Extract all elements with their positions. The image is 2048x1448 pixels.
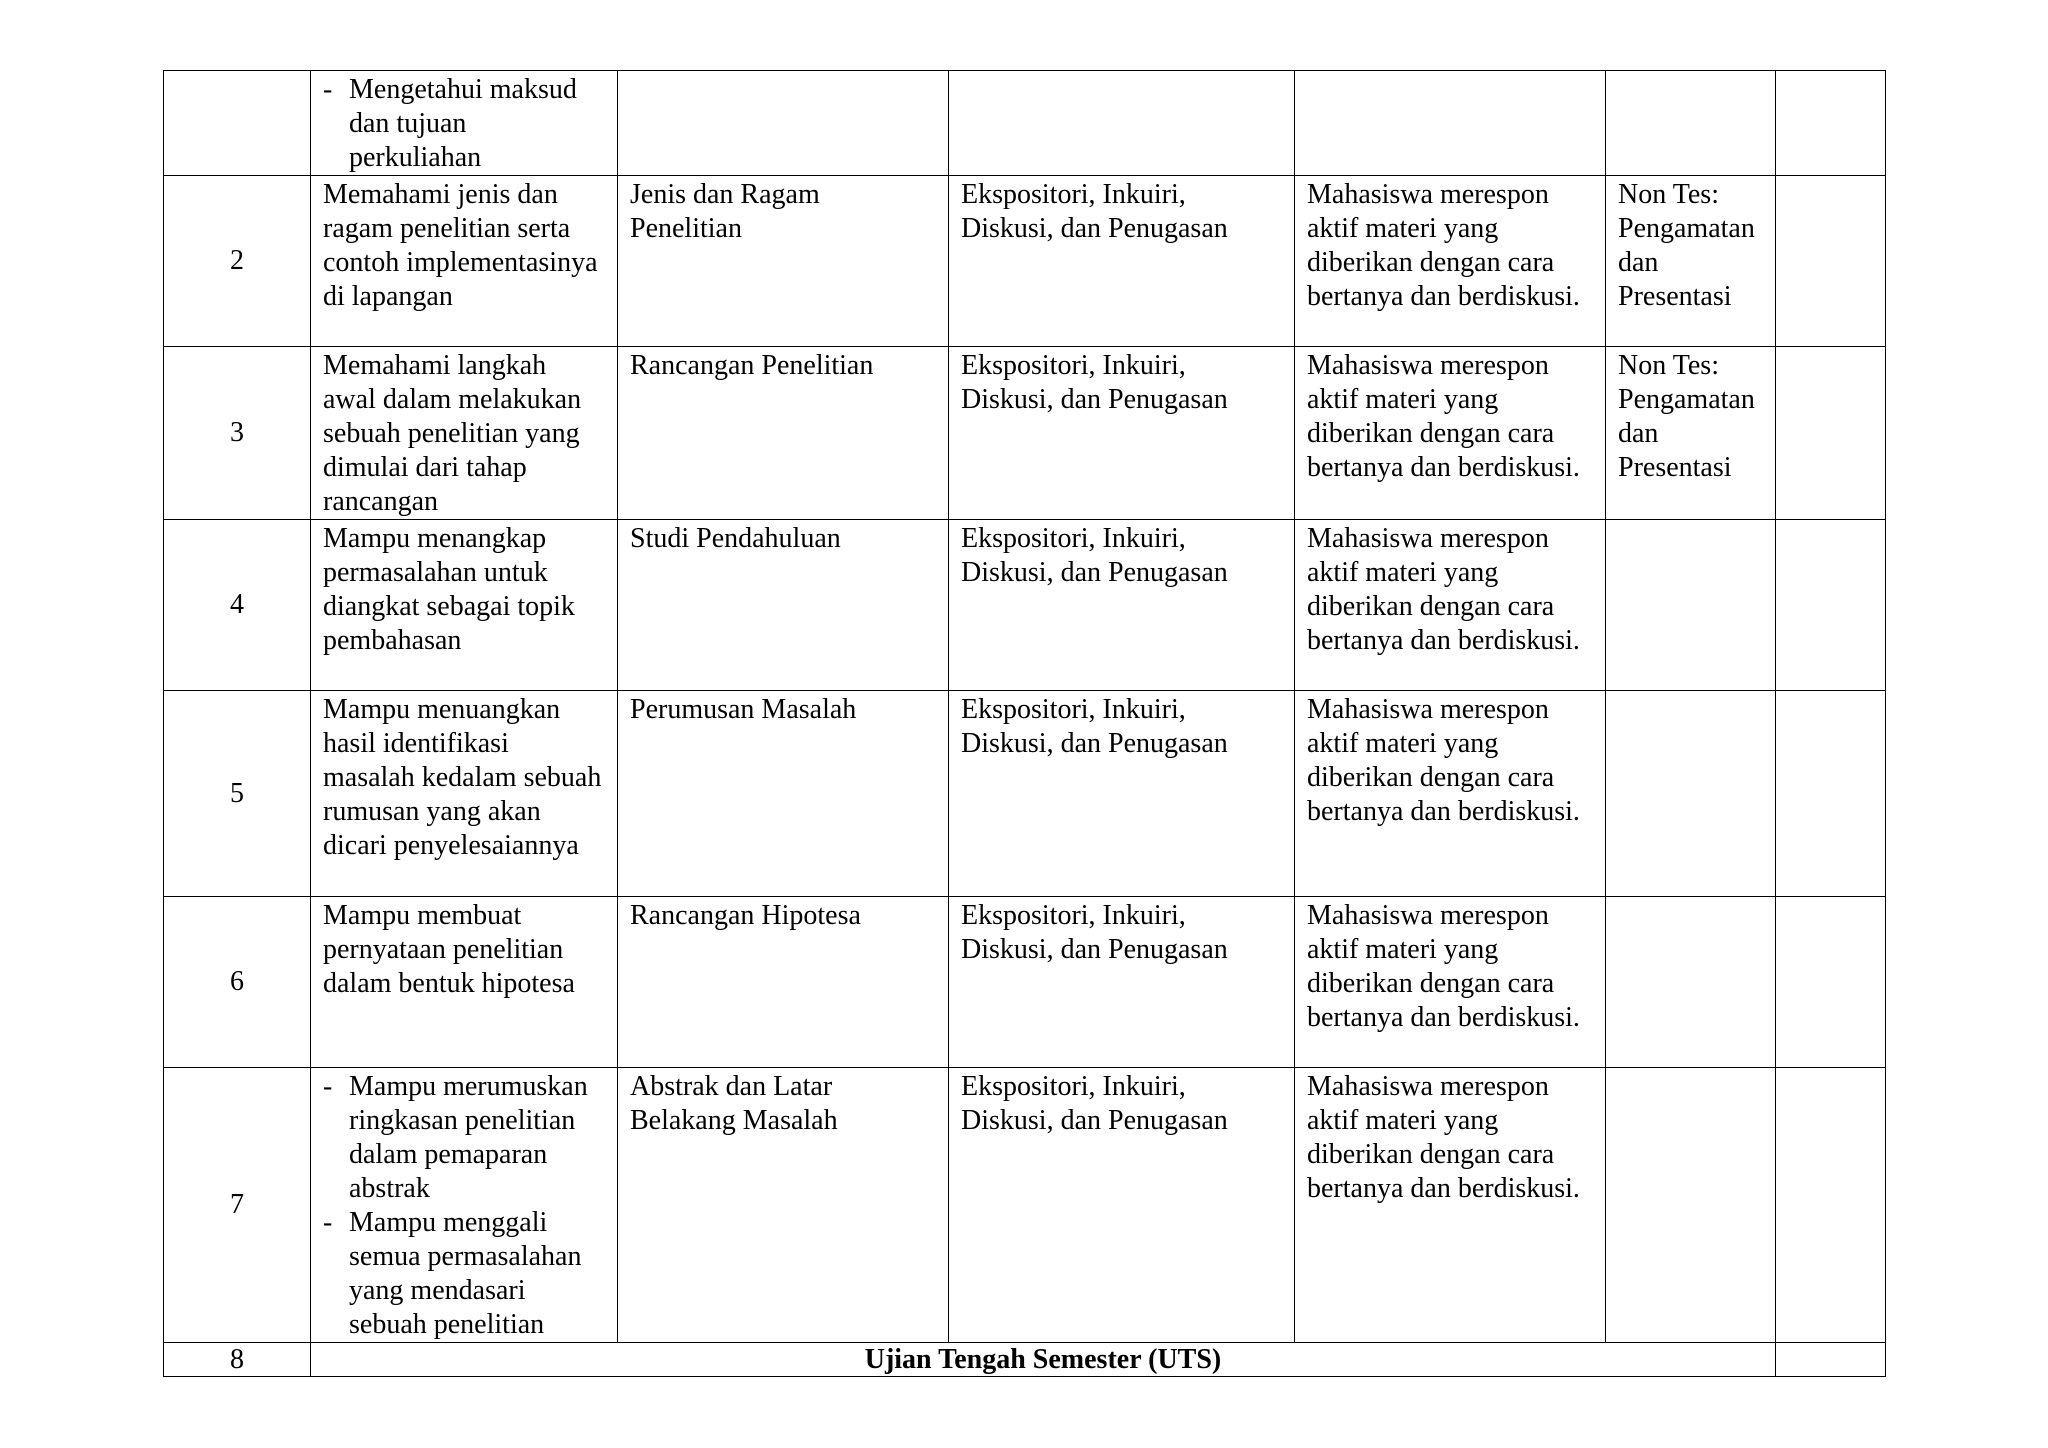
weight-cell [1776,691,1886,897]
weight-cell [1776,1343,1886,1377]
method-cell: Ekspositori, Inkuiri, Diskusi, dan Penugasan [949,520,1295,691]
weight-cell [1776,176,1886,347]
method-cell: Ekspositori, Inkuiri, Diskusi, dan Penugasan [949,1068,1295,1343]
ability-cell: Mampu menuangkan hasil identifikasi masalah kedalam sebuah rumusan yang akan dicari penyelesaiannya [311,691,618,897]
weight-cell [1776,347,1886,520]
method-cell: Ekspositori, Inkuiri, Diskusi, dan Penugasan [949,176,1295,347]
table-row [164,520,1886,691]
ability-cell [311,71,618,176]
course-plan-table [163,70,1886,1377]
week-number-cell: 6 [164,897,311,1068]
list-item: - Mengetahui maksud dan tujuan perkuliahan [323,74,577,173]
ability-list [323,1070,605,1342]
material-cell [618,71,949,176]
experience-cell: Mahasiswa merespon aktif materi yang diberikan dengan cara bertanya dan berdiskusi. [1295,176,1606,347]
table-row-uts [164,1343,1886,1377]
list-item: - Mampu merumuskan ringkasan penelitian dalam pemaparan abstrak [323,1071,588,1204]
ability-cell: Memahami jenis dan ragam penelitian serta contoh implementasinya di lapangan [311,176,618,347]
assessment-cell: Non Tes: Pengamatan dan Presentasi [1606,176,1776,347]
week-number-cell [164,71,311,176]
week-number-cell: 3 [164,347,311,520]
assessment-cell: Non Tes: Pengamatan dan Presentasi [1606,347,1776,520]
experience-cell: Mahasiswa merespon aktif materi yang diberikan dengan cara bertanya dan berdiskusi. [1295,897,1606,1068]
material-cell: Rancangan Penelitian [618,347,949,520]
method-cell: Ekspositori, Inkuiri, Diskusi, dan Penugasan [949,897,1295,1068]
material-cell: Rancangan Hipotesa [618,897,949,1068]
ability-cell: Mampu membuat pernyataan penelitian dalam bentuk hipotesa [311,897,618,1068]
ability-cell [311,1068,618,1343]
experience-cell [1295,71,1606,176]
ability-cell: Memahami langkah awal dalam melakukan sebuah penelitian yang dimulai dari tahap rancangan [311,347,618,520]
weight-cell [1776,897,1886,1068]
weight-cell [1776,71,1886,176]
table-row [164,71,1886,176]
table-row [164,1068,1886,1343]
experience-cell: Mahasiswa merespon aktif materi yang diberikan dengan cara bertanya dan berdiskusi. [1295,520,1606,691]
week-number-cell: 2 [164,176,311,347]
assessment-cell [1606,520,1776,691]
table-row [164,176,1886,347]
method-cell: Ekspositori, Inkuiri, Diskusi, dan Penugasan [949,347,1295,520]
ability-list [323,73,605,175]
material-cell: Abstrak dan Latar Belakang Masalah [618,1068,949,1343]
experience-cell: Mahasiswa merespon aktif materi yang diberikan dengan cara bertanya dan berdiskusi. [1295,691,1606,897]
experience-cell: Mahasiswa merespon aktif materi yang diberikan dengan cara bertanya dan berdiskusi. [1295,347,1606,520]
table-row [164,347,1886,520]
ability-cell: Mampu menangkap permasalahan untuk diangkat sebagai topik pembahasan [311,520,618,691]
material-cell: Jenis dan Ragam Penelitian [618,176,949,347]
midterm-exam-label: Ujian Tengah Semester (UTS) [311,1343,1776,1377]
material-cell: Perumusan Masalah [618,691,949,897]
material-cell: Studi Pendahuluan [618,520,949,691]
method-cell: Ekspositori, Inkuiri, Diskusi, dan Penugasan [949,691,1295,897]
week-number-cell: 7 [164,1068,311,1343]
weight-cell [1776,520,1886,691]
list-item: - Mampu menggali semua permasalahan yang mendasari sebuah penelitian [323,1207,582,1340]
weight-cell [1776,1068,1886,1343]
method-cell [949,71,1295,176]
assessment-cell [1606,71,1776,176]
table-row [164,897,1886,1068]
assessment-cell [1606,1068,1776,1343]
week-number-cell: 8 [164,1343,311,1377]
week-number-cell: 5 [164,691,311,897]
experience-cell: Mahasiswa merespon aktif materi yang diberikan dengan cara bertanya dan berdiskusi. [1295,1068,1606,1343]
week-number-cell: 4 [164,520,311,691]
assessment-cell [1606,897,1776,1068]
assessment-cell [1606,691,1776,897]
table-row [164,691,1886,897]
